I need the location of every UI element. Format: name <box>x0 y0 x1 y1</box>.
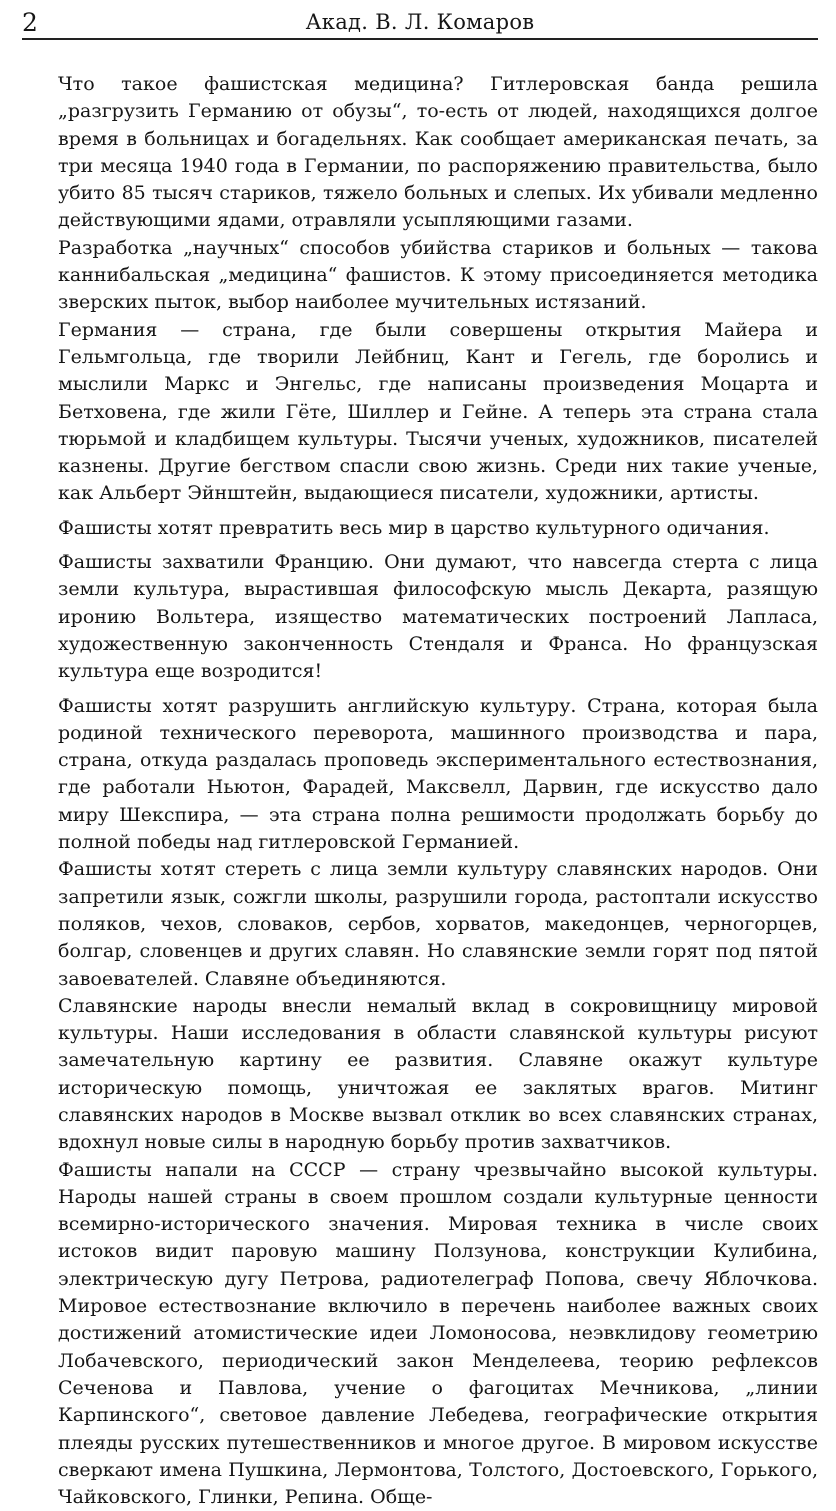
paragraph-6: Фашисты хотят разрушить английскую культуру. Страна, которая была родиной технического переворота, машинного производства и пара, страна, откуда раздалась проповедь экспериментального естествознания, где работали Ньютон, Фарадей, Максвелл, Дарвин, где искусство дало миру Шекспира, — эта страна полна решимости продолжать борьбу до полной победы над гитлеровской Германией. <box>58 694 818 854</box>
header-rule <box>22 38 818 40</box>
paragraph-4: Фашисты хотят превратить весь мир в царство культурного одичания. <box>58 516 770 539</box>
paragraph-7: Фашисты хотят стереть с лица земли культуру славянских народов. Они запретили язык, сожгли школы, разрушили города, растоптали искусство поляков, чехов, словаков, сербов, хорватов, македонцев, черногорцев, болгар, словенцев и других славян. Но славянские земли горят под пятой завоевателей. Славяне объединяются. <box>58 858 818 990</box>
running-head: Акад. В. Л. Комаров <box>305 10 535 34</box>
body-text <box>58 71 818 1511</box>
paragraph-5: Фашисты захватили Францию. Они думают, что навсегда стерта с лица земли культура, вырастившая философскую мысль Декарта, разящую иронию Вольтера, изящество математических построений Лапласа, художественную законченность Стендаля и Франса. Но французская культура еще возродится! <box>58 551 818 683</box>
paragraph-9: Фашисты напали на СССР — страну чрезвычайно высокой культуры. Народы нашей страны в своем прошлом создали культурные ценности всемирно-исторического значения. Мировая техника в числе своих истоков видит паровую машину Ползунова, конструкции Кулибина, электрическую дугу Петрова, радиотелеграф Попова, свечу Яблочкова. Мировое естествознание включило в перечень наиболее важных своих достижений атомистические идеи Ломоносова, неэвклидову геометрию Лобачевского, периодический закон Менделеева, теорию рефлексов Сеченова и Павлова, учение о фагоцитах Мечникова, „линии Карпинского“, световое давление Лебедева, географические открытия плеяды русских путешественников и многое другое. В мировом искусстве сверкают имена Пушкина, Лермонтова, Толстого, Достоевского, Горького, Чайковского, Глинки, Репина. Обще- <box>58 1158 818 1509</box>
paragraph-8: Славянские народы внесли немалый вклад в сокровищницу мировой культуры. Наши исследования в области славянской культуры рисуют замечательную картину ее развития. Славяне окажут культуре историческую помощь, уничтожая ее заклятых врагов. Митинг славянских народов в Москве вызвал отклик во всех славянских странах, вдохнул новые силы в народную борьбу против захватчиков. <box>58 994 818 1154</box>
page-header <box>22 0 818 38</box>
paragraph-1: Что такое фашистская медицина? Гитлеровская банда решила „разгрузить Германию от обузы“, то-есть от людей, находящихся долгое время в больницах и богадельнях. Как сообщает американская печать, за три месяца 1940 года в Германии, по распоряжению правительства, было убито 85 тысяч стариков, тяжело больных и слепых. Их убивали медленно действующими ядами, отравляли усыпляющими газами. <box>58 73 818 232</box>
page-number: 2 <box>22 8 38 37</box>
paragraph-2: Разработка „научных“ способов убийства стариков и больных — такова каннибальская „медицина“ фашистов. К этому присоединяется методика зверских пыток, выбор наиболее мучительных истязаний. <box>58 236 818 314</box>
paragraph-3: Германия — страна, где были совершены открытия Майера и Гельмгольца, где творили Лейбниц, Кант и Гегель, где боролись и мыслили Маркс и Энгельс, где написаны произведения Моцарта и Бетховена, где жили Гёте, Шиллер и Гейне. А теперь эта страна стала тюрьмой и кладбищем культуры. Тысячи ученых, художников, писателей казнены. Другие бегством спасли свою жизнь. Среди них такие ученые, как Альберт Эйнштейн, выдающиеся писатели, художники, артисты. <box>58 318 818 505</box>
